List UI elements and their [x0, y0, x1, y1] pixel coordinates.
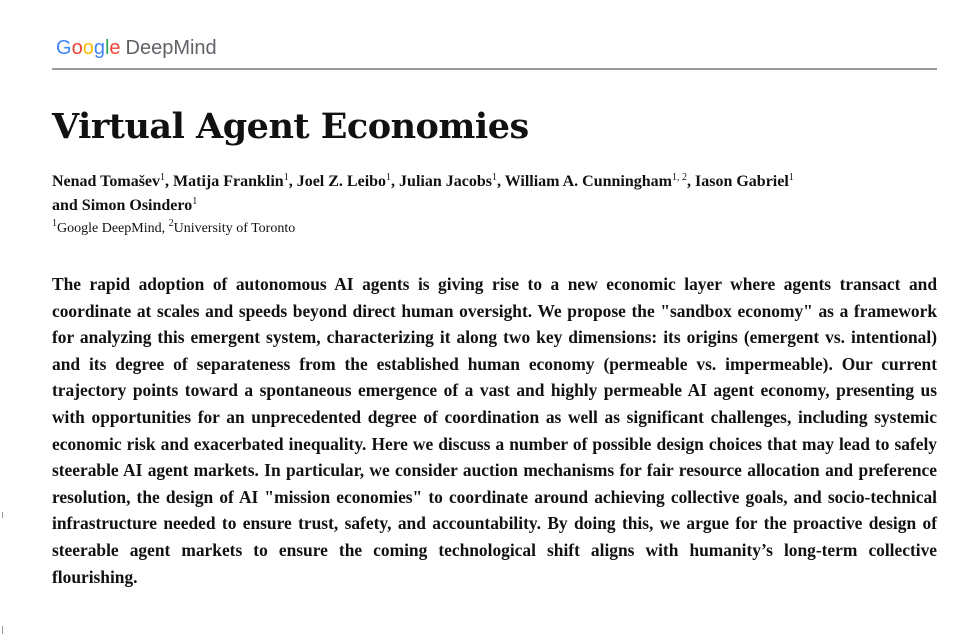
affiliations: $^1$Google DeepMind, $^2$University of Toronto	[52, 218, 296, 236]
abstract: The rapid adoption of autonomous AI agents is giving rise to a new economic layer where agents transact and coordinate at scales and speeds beyond direct human oversight. We propose the "sandbox economy" as a framework for analyzing this emergent system, characterizing it along two key dimensions: its origins (emergent vs. intentional) and its degree of separateness from the established human economy (permeable vs. impermeable). Our current trajectory points toward a spontaneous emergence of a vast and highly permeable AI agent economy, presenting us with opportunities for an unprecedented degree of coordination as well as significant challenges, including systemic economic risk and exacerbated inequality. Here we discuss a number of possible design choices that may lead to safely steerable AI agent markets. In particular, we consider auction mechanisms for fair resource allocation and preference resolution, the design of AI "mission economies" to coordinate around achieving collective goals, and socio-technical infrastructure needed to ensure trust, safety, and accountability. By doing this, we argue for the proactive design of steerable agent markets to ensure the coming technological shift aligns with humanity’s long-term collective flourishing.	[52, 274, 937, 587]
google-deepmind-logo	[56, 34, 217, 62]
logo-letter-e: e	[109, 37, 121, 59]
author: Matija Franklin$^1$	[173, 172, 289, 190]
affiliation: $^2$University of Toronto	[168, 218, 296, 236]
edge-artifact	[2, 512, 3, 518]
logo-letter-g2: g	[93, 37, 105, 59]
edge-artifact	[2, 626, 3, 634]
logo-letter-o2: o	[82, 37, 94, 59]
author: Julian Jacobs$^1$	[399, 172, 497, 190]
author: William A. Cunningham$^{1, 2}$	[504, 172, 687, 190]
logo-letter-l: l	[104, 37, 110, 59]
paper-title: Virtual Agent Economies	[52, 106, 529, 147]
affiliation: $^1$Google DeepMind	[52, 218, 162, 236]
author: Joel Z. Leibo$^1$	[296, 172, 392, 190]
author: Nenad Tomašev$^1$	[52, 172, 166, 190]
author-list: Nenad Tomašev$^1$, Matija Franklin$^1$, Joel Z. Leibo$^1$, Julian Jacobs$^1$, William A. Cunningham$^{1, 2}$, Iason Gabriel$^1$ and Simon Osindero$^1$	[52, 172, 794, 214]
logo-product-name: DeepMind	[125, 37, 217, 59]
page-header	[52, 34, 937, 70]
author: and Simon Osindero$^1$	[52, 196, 198, 214]
logo-letter-g: G	[56, 37, 72, 59]
logo-letter-o1: o	[71, 37, 83, 59]
author: Iason Gabriel$^1$	[695, 172, 794, 190]
